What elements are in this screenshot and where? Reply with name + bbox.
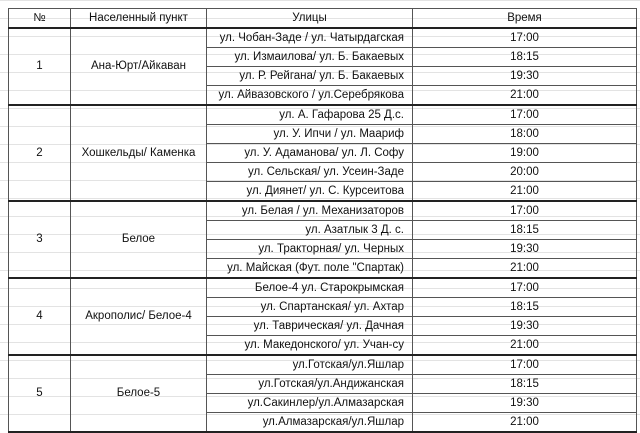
settlement-cell[interactable]: Белое [71,201,207,278]
time-cell[interactable]: 18:00 [413,125,637,144]
time-cell[interactable]: 19:30 [413,394,637,413]
table-body [9,28,637,432]
street-cell[interactable]: Белое-4 ул. Старокрымская [207,278,413,298]
time-cell[interactable]: 17:00 [413,28,637,48]
street-cell[interactable]: ул. Спартанская/ ул. Ахтар [207,298,413,317]
time-cell[interactable]: 18:15 [413,298,637,317]
street-cell[interactable]: ул. Таврическая/ ул. Дачная [207,317,413,336]
street-cell[interactable]: ул. Сельская/ ул. Усеин-Заде [207,163,413,182]
table-row [9,278,637,298]
header-town[interactable]: Населенный пункт [71,9,207,29]
time-cell[interactable]: 18:15 [413,221,637,240]
group-number-cell[interactable]: 4 [9,278,71,355]
schedule-table [8,8,637,433]
street-cell[interactable]: ул. Тракторная/ ул. Черных [207,240,413,259]
street-cell[interactable]: ул.Готская/ул.Андижанская [207,375,413,394]
street-cell[interactable]: ул. Р. Рейгана/ ул. Б. Бакаевых [207,67,413,86]
street-cell[interactable]: ул.Сакинлер/ул.Алмазарская [207,394,413,413]
settlement-cell[interactable]: Хошкельды/ Каменка [71,105,207,201]
time-cell[interactable]: 18:15 [413,48,637,67]
settlement-cell[interactable]: Белое-5 [71,355,207,432]
time-cell[interactable]: 21:00 [413,182,637,202]
table-row [9,28,637,48]
header-time[interactable]: Время [413,9,637,29]
time-cell[interactable]: 19:30 [413,67,637,86]
street-cell[interactable]: ул. Македонского/ ул. Учан-су [207,336,413,356]
time-cell[interactable]: 17:00 [413,201,637,221]
street-cell[interactable]: ул. Майская (Фут. поле "Спартак) [207,259,413,279]
street-cell[interactable]: ул.Готская/ул.Яшлар [207,355,413,375]
time-cell[interactable]: 21:00 [413,259,637,279]
header-num[interactable]: № [9,9,71,29]
time-cell[interactable]: 21:00 [413,86,637,106]
table-row [9,201,637,221]
street-cell[interactable]: ул. Айвазовского / ул.Серебрякова [207,86,413,106]
street-cell[interactable]: ул. Азатлык 3 Д. с. [207,221,413,240]
group-number-cell[interactable]: 2 [9,105,71,201]
street-cell[interactable]: ул. У. Ипчи / ул. Мaариф [207,125,413,144]
time-cell[interactable]: 19:30 [413,240,637,259]
time-cell[interactable]: 20:00 [413,163,637,182]
table-row [9,105,637,125]
group-number-cell[interactable]: 3 [9,201,71,278]
street-cell[interactable]: ул. Чобан-Заде / ул. Чатырдагская [207,28,413,48]
time-cell[interactable]: 21:00 [413,413,637,433]
time-cell[interactable]: 18:15 [413,375,637,394]
time-cell[interactable]: 17:00 [413,105,637,125]
settlement-cell[interactable]: Акрополис/ Белое-4 [71,278,207,355]
time-cell[interactable]: 17:00 [413,355,637,375]
group-number-cell[interactable]: 1 [9,28,71,105]
street-cell[interactable]: ул. У. Адаманова/ ул. Л. Софу [207,144,413,163]
time-cell[interactable]: 19:30 [413,317,637,336]
street-cell[interactable]: ул. Диянет/ ул. С. Курсеитова [207,182,413,202]
settlement-cell[interactable]: Ана-Юрт/Айкаван [71,28,207,105]
street-cell[interactable]: ул.Алмазарская/ул.Яшлар [207,413,413,433]
group-number-cell[interactable]: 5 [9,355,71,432]
table-row [9,355,637,375]
street-cell[interactable]: ул. А. Гафарова 25 Д.с. [207,105,413,125]
time-cell[interactable]: 19:00 [413,144,637,163]
time-cell[interactable]: 21:00 [413,336,637,356]
street-cell[interactable]: ул. Белая / ул. Механизаторов [207,201,413,221]
table-header [9,9,637,29]
header-streets[interactable]: Улицы [207,9,413,29]
street-cell[interactable]: ул. Измаилова/ ул. Б. Бакаевых [207,48,413,67]
time-cell[interactable]: 17:00 [413,278,637,298]
